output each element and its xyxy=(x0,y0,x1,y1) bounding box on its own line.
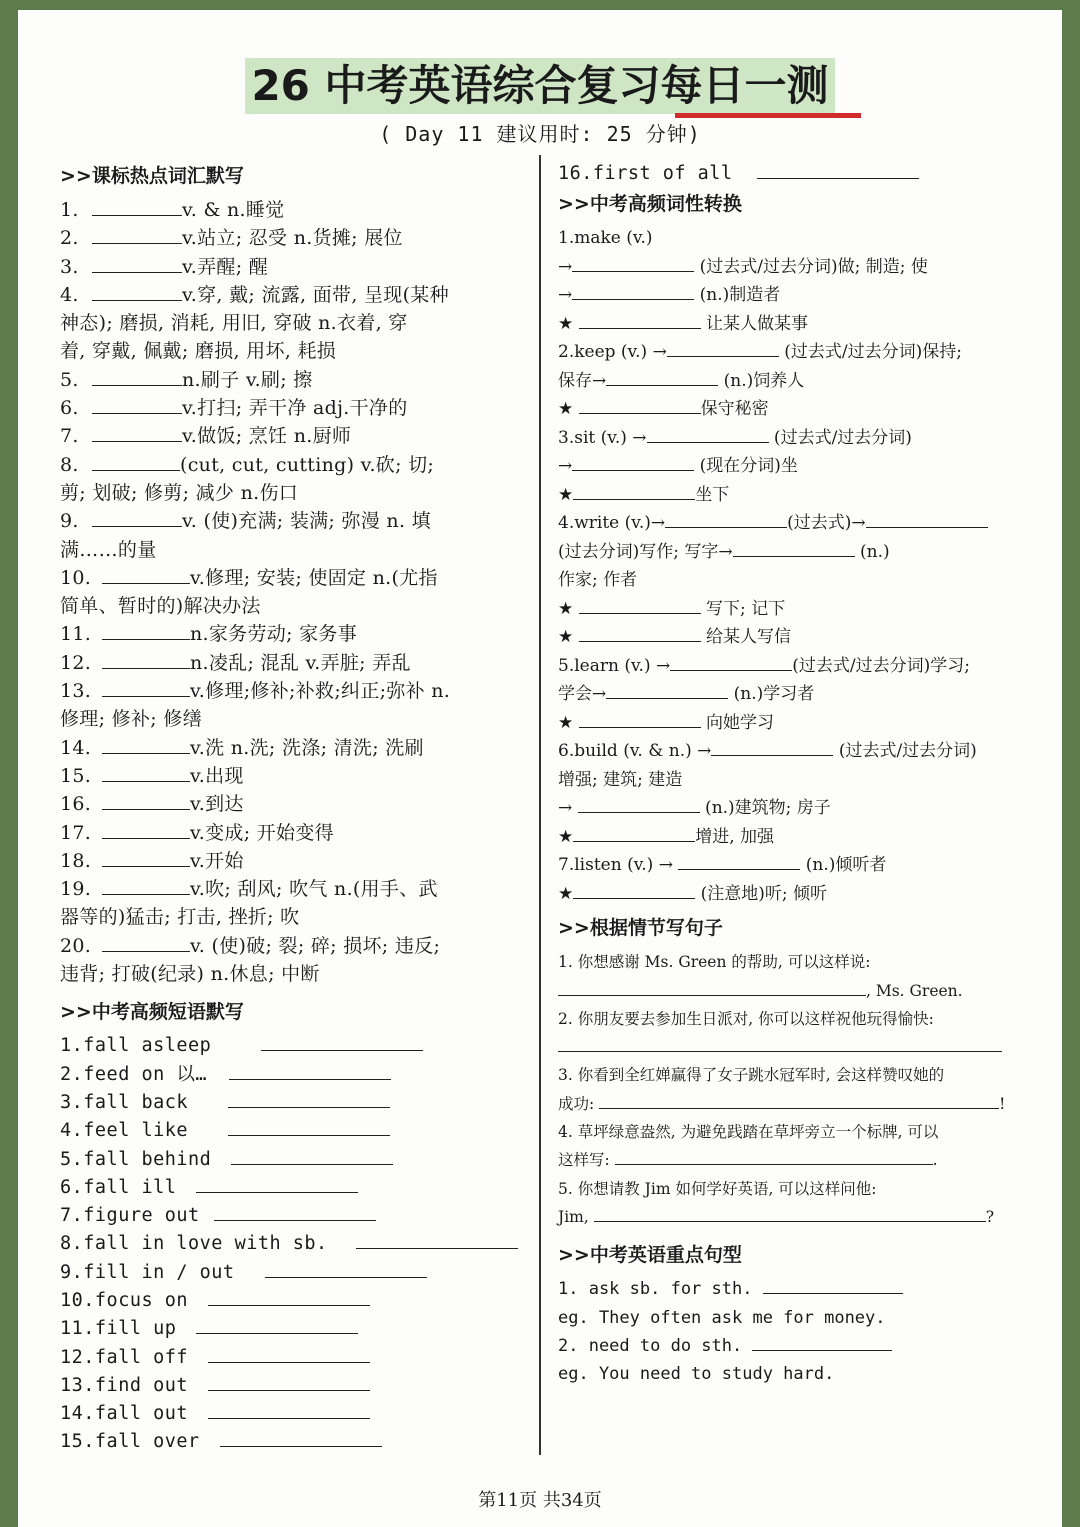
answer-blank[interactable] xyxy=(678,851,800,870)
situation-line xyxy=(558,1090,1038,1118)
phrase-blank[interactable] xyxy=(214,1202,376,1221)
conversion-line xyxy=(558,652,1038,681)
answer-blank[interactable] xyxy=(615,1146,933,1165)
vocab-meaning: v.做饭; 烹饪 n.厨师 xyxy=(182,425,352,448)
vocab-meaning: v.修理;修补;补救;纠正;弥补 n. xyxy=(190,680,451,703)
conversion-line xyxy=(558,424,1038,453)
conversion-line xyxy=(558,680,1038,709)
vocab-meaning: v. (使)破; 裂; 碎; 损坏; 违反; xyxy=(190,934,441,957)
phrase-row xyxy=(60,1174,528,1202)
line-text: 这样写: xyxy=(558,1151,615,1170)
patterns-heading: >>中考英语重点句型 xyxy=(558,1244,742,1267)
situations-list xyxy=(558,948,1038,1231)
line-text: 3.sit (v.) → xyxy=(558,427,647,448)
phrase-text: 11.fill up xyxy=(60,1318,177,1340)
answer-blank[interactable] xyxy=(573,880,695,899)
page-subtitle: ( Day 11 建议用时: 25 分钟) xyxy=(379,122,701,146)
phrase-row xyxy=(60,1061,528,1089)
patterns-list xyxy=(558,1275,1038,1388)
situations-heading: >>根据情节写句子 xyxy=(558,917,723,940)
line-text: , Ms. Green. xyxy=(866,981,963,1000)
item-number: 1. xyxy=(60,199,79,221)
vocab-meaning: 满……的量 xyxy=(60,538,157,561)
answer-blank[interactable] xyxy=(92,367,182,386)
vocab-line xyxy=(60,224,528,252)
answer-blank[interactable] xyxy=(92,508,182,527)
vocab-line xyxy=(60,847,528,875)
vocab-meaning: n.刷子 v.刷; 擦 xyxy=(182,368,313,391)
answer-blank[interactable] xyxy=(558,1033,1002,1052)
conversion-line xyxy=(558,766,1038,795)
line-text: 1. 你想感谢 Ms. Green 的帮助, 可以这样说: xyxy=(558,953,871,972)
line-text: (过去式/过去分词)学习; xyxy=(792,655,970,676)
item-number: 5. xyxy=(60,368,79,391)
conversion-line xyxy=(558,595,1038,624)
vocab-meaning: v.到达 xyxy=(190,793,244,816)
line-text: 学会→ xyxy=(558,684,607,705)
item-number: 6. xyxy=(60,397,79,420)
conversion-line xyxy=(558,566,1038,595)
phrase-text: 9.fill in / out xyxy=(60,1261,235,1283)
phrase-text: 5.fall behind xyxy=(60,1148,212,1170)
vocab-line xyxy=(60,309,528,337)
phrase-row xyxy=(60,1146,528,1174)
phrase-text: 7.figure out xyxy=(60,1205,200,1227)
phrase-row xyxy=(60,1259,528,1287)
vocab-heading: >>课标热点词汇默写 xyxy=(60,165,244,187)
vocab-line xyxy=(60,196,528,224)
line-text: 7.listen (v.) → xyxy=(558,855,679,876)
line-text: 2. need to do sth. xyxy=(558,1335,753,1356)
line-text: 成功: xyxy=(558,1094,600,1113)
phrases-heading: >>中考高频短语默写 xyxy=(60,1001,244,1024)
vocab-line xyxy=(60,536,528,564)
answer-blank[interactable] xyxy=(92,197,182,216)
conversion-line xyxy=(558,224,1038,253)
answer-blank[interactable] xyxy=(102,791,190,810)
item-number: 4. xyxy=(60,283,79,306)
phrase-blank[interactable] xyxy=(220,1428,382,1447)
phrase-text: 13.find out xyxy=(60,1374,189,1396)
line-text: . xyxy=(932,1151,938,1170)
item-number: 7. xyxy=(60,425,79,448)
vocab-meaning: n.凌乱; 混乱 v.弄脏; 弄乱 xyxy=(190,651,411,674)
phrase-text: 10.focus on xyxy=(60,1289,189,1311)
vocab-meaning: v.出现 xyxy=(190,764,244,787)
vocab-line xyxy=(60,790,528,818)
phrase-row xyxy=(60,1032,528,1060)
page-title: 26 中考英语综合复习每日一测 xyxy=(245,58,834,114)
line-text: eg. You need to study hard. xyxy=(558,1364,835,1385)
vocab-line xyxy=(60,507,528,535)
conversion-line xyxy=(558,281,1038,310)
column-divider xyxy=(539,155,541,1455)
vocab-meaning: n.家务劳动; 家务事 xyxy=(190,623,358,646)
line-text: → xyxy=(558,798,578,819)
conversion-line xyxy=(558,538,1038,567)
answer-blank[interactable] xyxy=(92,423,182,442)
line-text: (过去式/过去分词)做; 制造; 使 xyxy=(694,256,928,277)
vocab-meaning: v.修理; 安装; 使固定 n.(尤指 xyxy=(190,566,438,589)
situation-line xyxy=(558,1175,1038,1203)
answer-blank[interactable] xyxy=(647,424,769,443)
phrase-blank[interactable] xyxy=(208,1287,370,1306)
answer-blank[interactable] xyxy=(579,709,701,728)
vocab-line xyxy=(60,875,528,903)
answer-blank[interactable] xyxy=(572,281,694,300)
line-text: ! xyxy=(999,1094,1006,1113)
vocab-line xyxy=(60,734,528,762)
conversion-line xyxy=(558,709,1038,738)
conversion-line xyxy=(558,481,1038,510)
vocab-meaning: v.洗 n.洗; 洗涤; 清洗; 洗刷 xyxy=(190,736,424,759)
situation-line xyxy=(558,1005,1038,1033)
item-number: 16. xyxy=(60,793,92,816)
answer-blank[interactable] xyxy=(665,509,787,528)
line-text: ★ xyxy=(558,313,579,334)
vocab-meaning: 修理; 修补; 修缮 xyxy=(60,708,202,731)
line-text: eg. They often ask me for money. xyxy=(558,1307,886,1328)
vocab-line xyxy=(60,479,528,507)
item-number: 11. xyxy=(60,623,92,646)
phrase-blank[interactable] xyxy=(265,1259,427,1278)
vocab-line xyxy=(60,960,528,988)
pattern-line xyxy=(558,1332,1038,1360)
vocab-meaning: v.开始 xyxy=(190,849,244,872)
title-area xyxy=(18,58,1062,114)
left-column xyxy=(60,160,528,1457)
conversion-line xyxy=(558,395,1038,424)
answer-blank[interactable] xyxy=(102,621,190,640)
answer-blank[interactable] xyxy=(579,595,701,614)
conversion-line xyxy=(558,851,1038,880)
vocab-line xyxy=(60,253,528,281)
vocab-meaning: v.打扫; 弄干净 adj.干净的 xyxy=(182,397,408,420)
line-text: ★ xyxy=(558,598,579,619)
vocab-meaning: 着, 穿戴, 佩戴; 磨损, 用坏, 耗损 xyxy=(60,340,337,363)
conversion-line xyxy=(558,794,1038,823)
line-text: 1.make (v.) xyxy=(558,228,653,249)
item-number: 19. xyxy=(60,878,92,901)
line-text: 3. 你看到全红婵赢得了女子跳水冠军时, 会这样赞叹她的 xyxy=(558,1066,945,1085)
phrase-text: 16.first of all xyxy=(558,163,733,184)
answer-blank[interactable] xyxy=(92,225,182,244)
vocab-line xyxy=(60,649,528,677)
answer-blank[interactable] xyxy=(670,652,792,671)
vocab-line xyxy=(60,281,528,309)
vocab-line xyxy=(60,705,528,733)
page-number: 第11页 共34页 xyxy=(478,1490,602,1511)
line-text: 让某人做某事 xyxy=(700,313,809,334)
phrase-blank[interactable] xyxy=(757,160,919,179)
vocab-line xyxy=(60,819,528,847)
vocab-line xyxy=(60,677,528,705)
line-text: (n.)倾听者 xyxy=(800,855,887,876)
phrase-blank[interactable] xyxy=(228,1117,390,1136)
conversion-line xyxy=(558,823,1038,852)
conversion-line xyxy=(558,880,1038,909)
line-text: ★ xyxy=(558,826,574,847)
vocab-line xyxy=(60,564,528,592)
situation-line xyxy=(558,1061,1038,1089)
line-text: (n.) xyxy=(854,541,890,562)
line-text: 保守秘密 xyxy=(700,399,769,420)
phrase-text: 4.feel like xyxy=(60,1120,189,1142)
vocab-line xyxy=(60,337,528,365)
answer-blank[interactable] xyxy=(102,933,190,952)
line-text: 向她学习 xyxy=(700,712,775,733)
answer-blank[interactable] xyxy=(594,1203,986,1222)
vocab-line xyxy=(60,903,528,931)
pattern-line xyxy=(558,1275,1038,1303)
line-text: 6.build (v. & n.) → xyxy=(558,741,712,762)
line-text: → xyxy=(558,256,573,277)
vocab-meaning: 简单、暂时的)解决办法 xyxy=(60,595,261,618)
line-text: (过去式/过去分词)保持; xyxy=(778,342,962,363)
answer-blank[interactable] xyxy=(866,509,988,528)
answer-blank[interactable] xyxy=(599,1090,999,1109)
phrase-list-continued xyxy=(558,160,1038,188)
answer-blank[interactable] xyxy=(579,395,701,414)
phrase-row xyxy=(60,1315,528,1343)
answer-blank[interactable] xyxy=(92,395,182,414)
phrase-text: 12.fall off xyxy=(60,1346,189,1368)
vocab-line xyxy=(60,932,528,960)
vocab-meaning: v.变成; 开始变得 xyxy=(190,821,334,844)
line-text: ? xyxy=(985,1207,995,1226)
phrase-blank[interactable] xyxy=(356,1230,518,1249)
line-text: 写下; 记下 xyxy=(700,598,786,619)
line-text: 2. 你朋友要去参加生日派对, 你可以这样祝他玩得愉快: xyxy=(558,1009,934,1028)
phrase-row xyxy=(60,1202,528,1230)
vocab-line xyxy=(60,762,528,790)
answer-blank[interactable] xyxy=(92,254,182,273)
line-text: (现在分词)坐 xyxy=(694,456,798,477)
phrase-text: 1.fall asleep xyxy=(60,1035,212,1057)
line-text: (过去式)→ xyxy=(787,513,866,534)
line-text: 坐下 xyxy=(695,484,730,505)
vocab-meaning: v.站立; 忍受 n.货摊; 展位 xyxy=(182,227,403,250)
item-number: 14. xyxy=(60,736,92,759)
line-text: ★ xyxy=(558,883,574,904)
answer-blank[interactable] xyxy=(572,253,694,272)
phrase-blank[interactable] xyxy=(208,1400,370,1419)
vocab-meaning: 违背; 打破(纪录) n.休息; 中断 xyxy=(60,963,320,986)
answer-blank[interactable] xyxy=(579,310,701,329)
item-number: 20. xyxy=(60,934,92,957)
phrase-row xyxy=(60,1372,528,1400)
phrase-blank[interactable] xyxy=(208,1344,370,1363)
item-number: 17. xyxy=(60,821,92,844)
line-text: ★ xyxy=(558,399,579,420)
phrase-blank[interactable] xyxy=(196,1174,358,1193)
answer-blank[interactable] xyxy=(763,1275,903,1294)
line-text: (n.)学习者 xyxy=(728,684,815,705)
answer-blank[interactable] xyxy=(667,338,779,357)
vocab-meaning: 器等的)猛击; 打击, 挫折; 吹 xyxy=(60,906,300,929)
phrase-row xyxy=(60,1344,528,1372)
line-text: (n.)建筑物; 房子 xyxy=(699,798,831,819)
answer-blank[interactable] xyxy=(102,876,190,895)
line-text: 增进, 加强 xyxy=(695,826,775,847)
answer-blank[interactable] xyxy=(573,481,695,500)
item-number: 9. xyxy=(60,510,79,533)
answer-blank[interactable] xyxy=(92,282,182,301)
vocab-meaning: (cut, cut, cutting) v.砍; 切; xyxy=(180,453,435,476)
line-text: → xyxy=(558,285,573,306)
line-text: Jim, xyxy=(558,1207,594,1226)
vocab-line xyxy=(60,451,528,479)
phrase-text: 15.fall over xyxy=(60,1431,200,1453)
vocab-line xyxy=(60,620,528,648)
phrase-blank[interactable] xyxy=(228,1089,390,1108)
phrase-text: 2.feed on 以… xyxy=(60,1063,208,1085)
line-text: 4. 草坪绿意盎然, 为避免践踏在草坪旁立一个标牌, 可以 xyxy=(558,1123,939,1142)
line-text: 保存→ xyxy=(558,370,607,391)
vocab-meaning: v. (使)充满; 装满; 弥漫 n. 填 xyxy=(182,510,431,533)
item-number: 18. xyxy=(60,849,92,872)
conversion-line xyxy=(558,737,1038,766)
answer-blank[interactable] xyxy=(102,763,190,782)
pattern-line xyxy=(558,1304,1038,1332)
phrase-blank[interactable] xyxy=(231,1146,393,1165)
answer-blank[interactable] xyxy=(102,650,190,669)
item-number: 13. xyxy=(60,680,92,703)
vocab-meaning: v.穿, 戴; 流露, 面带, 呈现(某种 xyxy=(182,283,449,306)
vocab-meaning: v.吹; 刮风; 吹气 n.(用手、武 xyxy=(190,878,438,901)
conversion-heading: >>中考高频词性转换 xyxy=(558,193,742,216)
phrase-list xyxy=(60,1032,528,1456)
line-text: (注意地)听; 倾听 xyxy=(695,883,828,904)
answer-blank[interactable] xyxy=(711,737,833,756)
line-text: (n.)制造者 xyxy=(694,285,781,306)
vocab-meaning: v.弄醒; 醒 xyxy=(182,255,269,278)
phrase-row xyxy=(60,1400,528,1428)
worksheet-page xyxy=(18,10,1062,1527)
answer-blank[interactable] xyxy=(572,452,694,471)
answer-blank[interactable] xyxy=(579,623,701,642)
situation-line xyxy=(558,977,1038,1005)
phrase-blank[interactable] xyxy=(196,1315,358,1334)
phrase-text: 8.fall in love with sb. xyxy=(60,1233,328,1255)
situation-line xyxy=(558,1118,1038,1146)
line-text: 5.learn (v.) → xyxy=(558,655,671,676)
vocab-meaning: 剪; 划破; 修剪; 减少 n.伤口 xyxy=(60,481,299,504)
line-text: 增强; 建筑; 建造 xyxy=(558,769,683,790)
conversion-line xyxy=(558,509,1038,538)
conversion-line xyxy=(558,338,1038,367)
situation-line xyxy=(558,1203,1038,1231)
answer-blank[interactable] xyxy=(92,452,180,471)
line-text: (过去式/过去分词) xyxy=(768,427,912,448)
line-text: 作家; 作者 xyxy=(558,570,638,591)
line-text: ★ xyxy=(558,712,579,733)
conversion-line xyxy=(558,253,1038,282)
situation-line xyxy=(558,1146,1038,1174)
vocab-line xyxy=(60,394,528,422)
phrase-text: 14.fall out xyxy=(60,1403,189,1425)
line-text: 给某人写信 xyxy=(700,627,792,648)
item-number: 2. xyxy=(60,227,79,250)
phrase-row xyxy=(60,1287,528,1315)
pattern-line xyxy=(558,1360,1038,1388)
line-text: ★ xyxy=(558,484,574,505)
conversion-line xyxy=(558,310,1038,339)
item-number: 3. xyxy=(60,255,79,278)
line-text: (过去式/过去分词) xyxy=(833,741,977,762)
phrase-text: 3.fall back xyxy=(60,1091,189,1113)
phrase-row xyxy=(60,1089,528,1117)
item-number: 15. xyxy=(60,764,92,787)
conversion-line xyxy=(558,367,1038,396)
right-column xyxy=(558,160,1038,1388)
phrase-text: 6.fall ill xyxy=(60,1176,177,1198)
line-text: 4.write (v.)→ xyxy=(558,513,666,534)
answer-blank[interactable] xyxy=(558,977,866,996)
item-number: 8. xyxy=(60,453,79,476)
conversion-line xyxy=(558,452,1038,481)
line-text: 1. ask sb. for sth. xyxy=(558,1279,763,1300)
vocab-list xyxy=(60,196,528,988)
conversion-list xyxy=(558,224,1038,908)
situation-line xyxy=(558,948,1038,976)
answer-blank[interactable] xyxy=(102,565,190,584)
item-number: 12. xyxy=(60,651,92,674)
vocab-meaning: 神态); 磨损, 消耗, 用旧, 穿破 n.衣着, 穿 xyxy=(60,312,408,335)
answer-blank[interactable] xyxy=(102,735,190,754)
phrase-row xyxy=(60,1117,528,1145)
answer-blank[interactable] xyxy=(102,848,190,867)
vocab-line xyxy=(60,592,528,620)
vocab-line xyxy=(60,422,528,450)
phrase-blank[interactable] xyxy=(208,1372,370,1391)
line-text: (n.)饲养人 xyxy=(718,370,805,391)
conversion-line xyxy=(558,623,1038,652)
vocab-line xyxy=(60,366,528,394)
answer-blank[interactable] xyxy=(606,367,718,386)
phrase-blank[interactable] xyxy=(261,1032,423,1051)
line-text: (过去分词)写作; 写字→ xyxy=(558,541,733,562)
line-text: 2.keep (v.) → xyxy=(558,342,667,363)
phrase-row xyxy=(558,160,1038,188)
answer-blank[interactable] xyxy=(102,678,190,697)
answer-blank[interactable] xyxy=(102,820,190,839)
answer-blank[interactable] xyxy=(573,823,695,842)
line-text: → xyxy=(558,456,573,477)
line-text: ★ xyxy=(558,627,579,648)
situation-line xyxy=(558,1033,1038,1061)
phrase-blank[interactable] xyxy=(229,1061,391,1080)
answer-blank[interactable] xyxy=(733,538,855,557)
answer-blank[interactable] xyxy=(606,680,728,699)
item-number: 10. xyxy=(60,566,92,589)
phrase-row xyxy=(60,1428,528,1456)
answer-blank[interactable] xyxy=(752,1332,892,1351)
phrase-row xyxy=(60,1230,528,1258)
vocab-meaning: v. & n.睡觉 xyxy=(182,199,285,221)
answer-blank[interactable] xyxy=(578,794,700,813)
line-text: 5. 你想请教 Jim 如何学好英语, 可以这样问他: xyxy=(558,1179,877,1198)
